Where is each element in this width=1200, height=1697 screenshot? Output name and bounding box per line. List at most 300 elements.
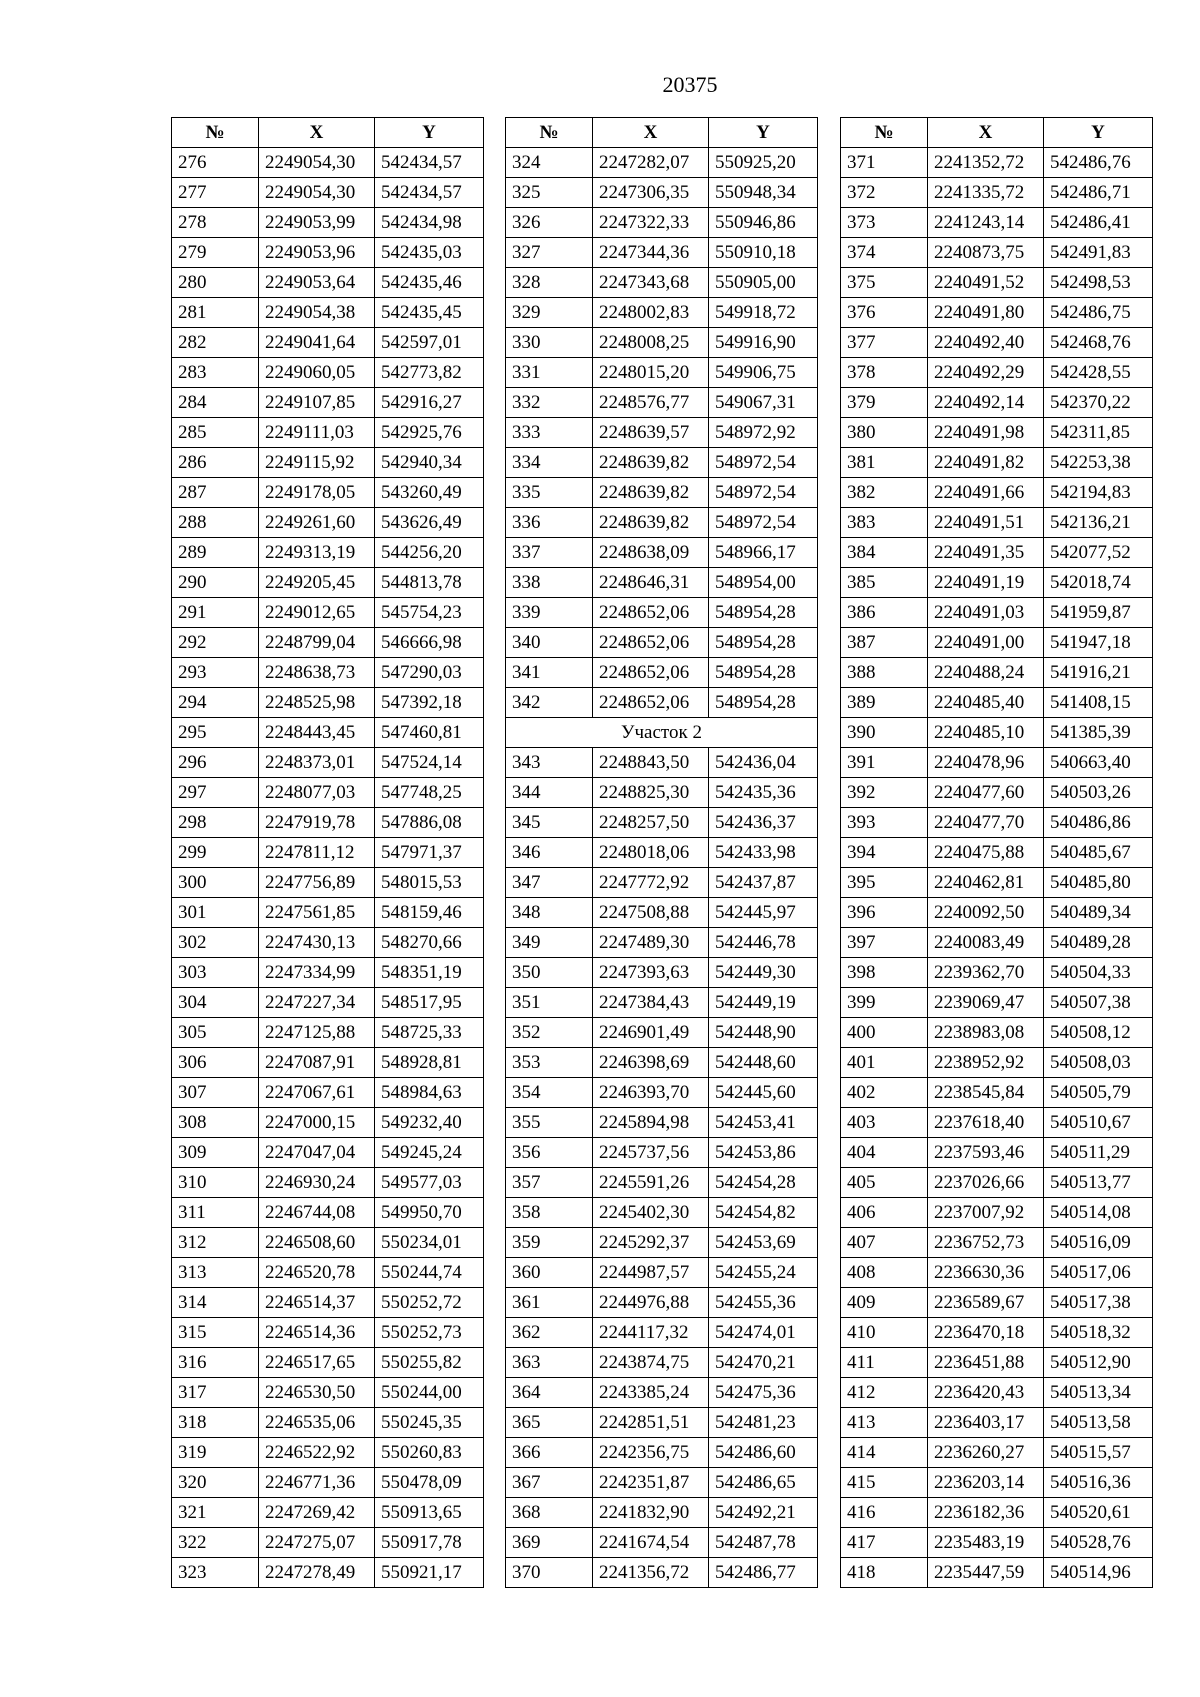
table-row	[172, 838, 484, 868]
x-coordinate-cell: 2240488,24	[928, 658, 1044, 688]
table-row	[841, 508, 1153, 538]
y-coordinate-cell: 540514,08	[1044, 1198, 1153, 1228]
y-coordinate-cell: 550234,01	[375, 1228, 484, 1258]
y-coordinate-cell: 547971,37	[375, 838, 484, 868]
table-row	[172, 1078, 484, 1108]
point-number-cell: 312	[172, 1228, 259, 1258]
point-number-cell: 320	[172, 1468, 259, 1498]
table-body	[506, 148, 818, 1588]
table-row	[841, 268, 1153, 298]
table-row	[172, 1168, 484, 1198]
y-coordinate-cell: 542435,46	[375, 268, 484, 298]
y-coordinate-cell: 540511,29	[1044, 1138, 1153, 1168]
x-coordinate-cell: 2235483,19	[928, 1528, 1044, 1558]
x-coordinate-cell: 2248639,82	[593, 478, 709, 508]
point-number-cell: 292	[172, 628, 259, 658]
y-coordinate-cell: 542453,86	[709, 1138, 818, 1168]
x-coordinate-cell: 2247322,33	[593, 208, 709, 238]
x-coordinate-cell: 2247306,35	[593, 178, 709, 208]
x-coordinate-cell: 2236589,67	[928, 1288, 1044, 1318]
x-coordinate-cell: 2246393,70	[593, 1078, 709, 1108]
point-number-cell: 415	[841, 1468, 928, 1498]
x-coordinate-cell: 2247393,63	[593, 958, 709, 988]
y-coordinate-cell: 542433,98	[709, 838, 818, 868]
x-coordinate-cell: 2243385,24	[593, 1378, 709, 1408]
x-coordinate-cell: 2240491,82	[928, 448, 1044, 478]
x-coordinate-cell: 2244987,57	[593, 1258, 709, 1288]
y-coordinate-cell: 542445,97	[709, 898, 818, 928]
point-number-cell: 303	[172, 958, 259, 988]
x-coordinate-cell: 2238983,08	[928, 1018, 1044, 1048]
point-number-cell: 358	[506, 1198, 593, 1228]
point-number-cell: 327	[506, 238, 593, 268]
y-coordinate-cell: 540508,03	[1044, 1048, 1153, 1078]
x-coordinate-cell: 2242356,75	[593, 1438, 709, 1468]
y-coordinate-cell: 548351,19	[375, 958, 484, 988]
y-coordinate-cell: 542470,21	[709, 1348, 818, 1378]
y-coordinate-cell: 540516,09	[1044, 1228, 1153, 1258]
y-coordinate-cell: 543626,49	[375, 508, 484, 538]
y-coordinate-cell: 540485,80	[1044, 868, 1153, 898]
table-row	[506, 1288, 818, 1318]
y-coordinate-cell: 550252,72	[375, 1288, 484, 1318]
point-number-cell: 359	[506, 1228, 593, 1258]
table-row	[841, 478, 1153, 508]
point-number-cell: 361	[506, 1288, 593, 1318]
y-coordinate-cell: 550913,65	[375, 1498, 484, 1528]
point-number-cell: 413	[841, 1408, 928, 1438]
x-coordinate-cell: 2236203,14	[928, 1468, 1044, 1498]
point-number-cell: 396	[841, 898, 928, 928]
y-coordinate-cell: 550244,74	[375, 1258, 484, 1288]
x-coordinate-cell: 2236182,36	[928, 1498, 1044, 1528]
x-coordinate-cell: 2247125,88	[259, 1018, 375, 1048]
y-coordinate-cell: 542311,85	[1044, 418, 1153, 448]
table-row	[172, 238, 484, 268]
y-coordinate-cell: 542448,60	[709, 1048, 818, 1078]
table-row	[506, 418, 818, 448]
point-number-cell: 374	[841, 238, 928, 268]
point-number-cell: 417	[841, 1528, 928, 1558]
table-row	[841, 1468, 1153, 1498]
table-row	[841, 748, 1153, 778]
y-coordinate-cell: 540515,57	[1044, 1438, 1153, 1468]
table-row	[841, 898, 1153, 928]
y-coordinate-cell: 549916,90	[709, 328, 818, 358]
table-row	[172, 1348, 484, 1378]
table-row	[506, 268, 818, 298]
point-number-cell: 288	[172, 508, 259, 538]
point-number-cell: 328	[506, 268, 593, 298]
x-coordinate-cell: 2248576,77	[593, 388, 709, 418]
column-header-x: X	[593, 118, 709, 148]
point-number-cell: 389	[841, 688, 928, 718]
x-coordinate-cell: 2247811,12	[259, 838, 375, 868]
table-row	[841, 988, 1153, 1018]
table-row	[172, 1198, 484, 1228]
table-row	[841, 928, 1153, 958]
y-coordinate-cell: 540517,38	[1044, 1288, 1153, 1318]
table-row	[841, 808, 1153, 838]
table-row	[841, 1138, 1153, 1168]
x-coordinate-cell: 2248443,45	[259, 718, 375, 748]
x-coordinate-cell: 2249053,96	[259, 238, 375, 268]
x-coordinate-cell: 2248638,09	[593, 538, 709, 568]
point-number-cell: 391	[841, 748, 928, 778]
table-row	[172, 388, 484, 418]
x-coordinate-cell: 2247087,91	[259, 1048, 375, 1078]
point-number-cell: 277	[172, 178, 259, 208]
point-number-cell: 404	[841, 1138, 928, 1168]
x-coordinate-cell: 2247000,15	[259, 1108, 375, 1138]
point-number-cell: 377	[841, 328, 928, 358]
y-coordinate-cell: 540518,32	[1044, 1318, 1153, 1348]
point-number-cell: 278	[172, 208, 259, 238]
point-number-cell: 383	[841, 508, 928, 538]
point-number-cell: 299	[172, 838, 259, 868]
table-row	[172, 1468, 484, 1498]
table-row	[172, 898, 484, 928]
point-number-cell: 365	[506, 1408, 593, 1438]
x-coordinate-cell: 2248257,50	[593, 808, 709, 838]
table-row	[506, 1138, 818, 1168]
point-number-cell: 344	[506, 778, 593, 808]
table-row	[506, 1468, 818, 1498]
y-coordinate-cell: 540513,77	[1044, 1168, 1153, 1198]
table-row	[172, 178, 484, 208]
point-number-cell: 356	[506, 1138, 593, 1168]
table-row	[841, 208, 1153, 238]
x-coordinate-cell: 2246514,36	[259, 1318, 375, 1348]
table-row	[841, 778, 1153, 808]
y-coordinate-cell: 542448,90	[709, 1018, 818, 1048]
x-coordinate-cell: 2248825,30	[593, 778, 709, 808]
point-number-cell: 298	[172, 808, 259, 838]
x-coordinate-cell: 2249115,92	[259, 448, 375, 478]
point-number-cell: 372	[841, 178, 928, 208]
y-coordinate-cell: 545754,23	[375, 598, 484, 628]
x-coordinate-cell: 2240491,51	[928, 508, 1044, 538]
x-coordinate-cell: 2242851,51	[593, 1408, 709, 1438]
table-row	[506, 148, 818, 178]
table-row	[172, 148, 484, 178]
table-row	[172, 1558, 484, 1588]
point-number-cell: 363	[506, 1348, 593, 1378]
x-coordinate-cell: 2249012,65	[259, 598, 375, 628]
table-row	[841, 178, 1153, 208]
x-coordinate-cell: 2247282,07	[593, 148, 709, 178]
table-row	[506, 628, 818, 658]
x-coordinate-cell: 2245402,30	[593, 1198, 709, 1228]
point-number-cell: 381	[841, 448, 928, 478]
point-number-cell: 370	[506, 1558, 593, 1588]
table-row	[172, 1378, 484, 1408]
y-coordinate-cell: 540510,67	[1044, 1108, 1153, 1138]
y-coordinate-cell: 549067,31	[709, 388, 818, 418]
table-row	[841, 388, 1153, 418]
point-number-cell: 371	[841, 148, 928, 178]
point-number-cell: 301	[172, 898, 259, 928]
x-coordinate-cell: 2240873,75	[928, 238, 1044, 268]
table-row	[841, 1168, 1153, 1198]
y-coordinate-cell: 540517,06	[1044, 1258, 1153, 1288]
table-row	[172, 778, 484, 808]
point-number-cell: 306	[172, 1048, 259, 1078]
point-number-cell: 397	[841, 928, 928, 958]
x-coordinate-cell: 2248077,03	[259, 778, 375, 808]
point-number-cell: 297	[172, 778, 259, 808]
table-row	[172, 208, 484, 238]
x-coordinate-cell: 2247756,89	[259, 868, 375, 898]
point-number-cell: 302	[172, 928, 259, 958]
table-row	[841, 688, 1153, 718]
point-number-cell: 332	[506, 388, 593, 418]
point-number-cell: 300	[172, 868, 259, 898]
table-row	[506, 1318, 818, 1348]
y-coordinate-cell: 547748,25	[375, 778, 484, 808]
x-coordinate-cell: 2248652,06	[593, 688, 709, 718]
x-coordinate-cell: 2248652,06	[593, 598, 709, 628]
x-coordinate-cell: 2249054,38	[259, 298, 375, 328]
y-coordinate-cell: 548159,46	[375, 898, 484, 928]
y-coordinate-cell: 540505,79	[1044, 1078, 1153, 1108]
point-number-cell: 286	[172, 448, 259, 478]
y-coordinate-cell: 548015,53	[375, 868, 484, 898]
point-number-cell: 336	[506, 508, 593, 538]
table-row	[841, 838, 1153, 868]
y-coordinate-cell: 546666,98	[375, 628, 484, 658]
y-coordinate-cell: 550260,83	[375, 1438, 484, 1468]
x-coordinate-cell: 2241356,72	[593, 1558, 709, 1588]
x-coordinate-cell: 2240485,40	[928, 688, 1044, 718]
column-header-number: №	[506, 118, 593, 148]
point-number-cell: 325	[506, 178, 593, 208]
x-coordinate-cell: 2248639,82	[593, 508, 709, 538]
table-row	[841, 1288, 1153, 1318]
point-number-cell: 367	[506, 1468, 593, 1498]
table-row	[841, 328, 1153, 358]
x-coordinate-cell: 2240491,80	[928, 298, 1044, 328]
x-coordinate-cell: 2247047,04	[259, 1138, 375, 1168]
x-coordinate-cell: 2246520,78	[259, 1258, 375, 1288]
y-coordinate-cell: 549232,40	[375, 1108, 484, 1138]
x-coordinate-cell: 2241335,72	[928, 178, 1044, 208]
x-coordinate-cell: 2240492,29	[928, 358, 1044, 388]
y-coordinate-cell: 542486,76	[1044, 148, 1153, 178]
table-body	[172, 148, 484, 1588]
point-number-cell: 346	[506, 838, 593, 868]
table-row	[506, 868, 818, 898]
x-coordinate-cell: 2247275,07	[259, 1528, 375, 1558]
x-coordinate-cell: 2237026,66	[928, 1168, 1044, 1198]
coordinates-table-1	[171, 117, 484, 1588]
coordinates-table-2	[505, 117, 818, 1588]
y-coordinate-cell: 550910,18	[709, 238, 818, 268]
x-coordinate-cell: 2248652,06	[593, 658, 709, 688]
y-coordinate-cell: 540528,76	[1044, 1528, 1153, 1558]
x-coordinate-cell: 2241352,72	[928, 148, 1044, 178]
point-number-cell: 322	[172, 1528, 259, 1558]
point-number-cell: 384	[841, 538, 928, 568]
table-row	[506, 1108, 818, 1138]
point-number-cell: 283	[172, 358, 259, 388]
y-coordinate-cell: 541408,15	[1044, 688, 1153, 718]
x-coordinate-cell: 2237618,40	[928, 1108, 1044, 1138]
point-number-cell: 304	[172, 988, 259, 1018]
x-coordinate-cell: 2244117,32	[593, 1318, 709, 1348]
x-coordinate-cell: 2246744,08	[259, 1198, 375, 1228]
point-number-cell: 323	[172, 1558, 259, 1588]
table-row	[841, 358, 1153, 388]
y-coordinate-cell: 540489,28	[1044, 928, 1153, 958]
point-number-cell: 305	[172, 1018, 259, 1048]
point-number-cell: 352	[506, 1018, 593, 1048]
point-number-cell: 350	[506, 958, 593, 988]
y-coordinate-cell: 542018,74	[1044, 568, 1153, 598]
x-coordinate-cell: 2249041,64	[259, 328, 375, 358]
point-number-cell: 394	[841, 838, 928, 868]
y-coordinate-cell: 548972,54	[709, 478, 818, 508]
y-coordinate-cell: 542455,36	[709, 1288, 818, 1318]
table-row	[172, 1408, 484, 1438]
y-coordinate-cell: 540514,96	[1044, 1558, 1153, 1588]
y-coordinate-cell: 540513,58	[1044, 1408, 1153, 1438]
table-row	[172, 508, 484, 538]
table-row	[172, 1018, 484, 1048]
y-coordinate-cell: 542445,60	[709, 1078, 818, 1108]
table-row	[172, 868, 484, 898]
y-coordinate-cell: 542486,60	[709, 1438, 818, 1468]
x-coordinate-cell: 2246508,60	[259, 1228, 375, 1258]
y-coordinate-cell: 542486,77	[709, 1558, 818, 1588]
section-title: Участок 2	[506, 718, 818, 748]
y-coordinate-cell: 542435,03	[375, 238, 484, 268]
y-coordinate-cell: 540489,34	[1044, 898, 1153, 928]
x-coordinate-cell: 2239069,47	[928, 988, 1044, 1018]
x-coordinate-cell: 2238545,84	[928, 1078, 1044, 1108]
x-coordinate-cell: 2249060,05	[259, 358, 375, 388]
column-header-x: X	[259, 118, 375, 148]
table-row	[841, 1378, 1153, 1408]
y-coordinate-cell: 548725,33	[375, 1018, 484, 1048]
column-header-y: Y	[709, 118, 818, 148]
y-coordinate-cell: 540503,26	[1044, 778, 1153, 808]
x-coordinate-cell: 2236470,18	[928, 1318, 1044, 1348]
y-coordinate-cell: 548928,81	[375, 1048, 484, 1078]
table-header-row	[841, 118, 1153, 148]
y-coordinate-cell: 542453,69	[709, 1228, 818, 1258]
table-row	[172, 568, 484, 598]
point-number-cell: 410	[841, 1318, 928, 1348]
point-number-cell: 387	[841, 628, 928, 658]
y-coordinate-cell: 550925,20	[709, 148, 818, 178]
point-number-cell: 337	[506, 538, 593, 568]
x-coordinate-cell: 2247334,99	[259, 958, 375, 988]
x-coordinate-cell: 2248373,01	[259, 748, 375, 778]
y-coordinate-cell: 550921,17	[375, 1558, 484, 1588]
point-number-cell: 351	[506, 988, 593, 1018]
point-number-cell: 291	[172, 598, 259, 628]
y-coordinate-cell: 550244,00	[375, 1378, 484, 1408]
y-coordinate-cell: 547290,03	[375, 658, 484, 688]
point-number-cell: 290	[172, 568, 259, 598]
y-coordinate-cell: 542194,83	[1044, 478, 1153, 508]
point-number-cell: 400	[841, 1018, 928, 1048]
y-coordinate-cell: 542486,75	[1044, 298, 1153, 328]
table-row	[172, 958, 484, 988]
point-number-cell: 362	[506, 1318, 593, 1348]
y-coordinate-cell: 540663,40	[1044, 748, 1153, 778]
y-coordinate-cell: 540520,61	[1044, 1498, 1153, 1528]
x-coordinate-cell: 2248008,25	[593, 328, 709, 358]
x-coordinate-cell: 2249111,03	[259, 418, 375, 448]
x-coordinate-cell: 2240491,03	[928, 598, 1044, 628]
y-coordinate-cell: 547524,14	[375, 748, 484, 778]
table-row	[172, 688, 484, 718]
table-row	[841, 1018, 1153, 1048]
x-coordinate-cell: 2248646,31	[593, 568, 709, 598]
table-row	[841, 1408, 1153, 1438]
table-row	[841, 1108, 1153, 1138]
y-coordinate-cell: 542491,83	[1044, 238, 1153, 268]
point-number-cell: 284	[172, 388, 259, 418]
table-row	[841, 658, 1153, 688]
point-number-cell: 340	[506, 628, 593, 658]
x-coordinate-cell: 2249313,19	[259, 538, 375, 568]
x-coordinate-cell: 2240491,19	[928, 568, 1044, 598]
y-coordinate-cell: 540513,34	[1044, 1378, 1153, 1408]
x-coordinate-cell: 2245292,37	[593, 1228, 709, 1258]
point-number-cell: 375	[841, 268, 928, 298]
x-coordinate-cell: 2245737,56	[593, 1138, 709, 1168]
x-coordinate-cell: 2240492,40	[928, 328, 1044, 358]
y-coordinate-cell: 548954,28	[709, 658, 818, 688]
x-coordinate-cell: 2246901,49	[593, 1018, 709, 1048]
x-coordinate-cell: 2247489,30	[593, 928, 709, 958]
point-number-cell: 280	[172, 268, 259, 298]
table-row	[506, 1168, 818, 1198]
point-number-cell: 294	[172, 688, 259, 718]
y-coordinate-cell: 548972,54	[709, 448, 818, 478]
table-row	[841, 1438, 1153, 1468]
y-coordinate-cell: 544813,78	[375, 568, 484, 598]
point-number-cell: 406	[841, 1198, 928, 1228]
y-coordinate-cell: 541385,39	[1044, 718, 1153, 748]
table-row	[172, 1438, 484, 1468]
table-row	[172, 1228, 484, 1258]
point-number-cell: 334	[506, 448, 593, 478]
y-coordinate-cell: 542436,04	[709, 748, 818, 778]
table-row	[172, 1108, 484, 1138]
table-row	[841, 1498, 1153, 1528]
y-coordinate-cell: 542370,22	[1044, 388, 1153, 418]
y-coordinate-cell: 548954,28	[709, 598, 818, 628]
table-row	[506, 778, 818, 808]
x-coordinate-cell: 2246535,06	[259, 1408, 375, 1438]
table-row	[172, 658, 484, 688]
section-row	[506, 718, 818, 748]
y-coordinate-cell: 542481,23	[709, 1408, 818, 1438]
point-number-cell: 418	[841, 1558, 928, 1588]
table-row	[172, 1288, 484, 1318]
point-number-cell: 386	[841, 598, 928, 628]
x-coordinate-cell: 2246522,92	[259, 1438, 375, 1468]
x-coordinate-cell: 2240485,10	[928, 718, 1044, 748]
point-number-cell: 354	[506, 1078, 593, 1108]
table-row	[506, 1378, 818, 1408]
point-number-cell: 395	[841, 868, 928, 898]
table-row	[506, 328, 818, 358]
